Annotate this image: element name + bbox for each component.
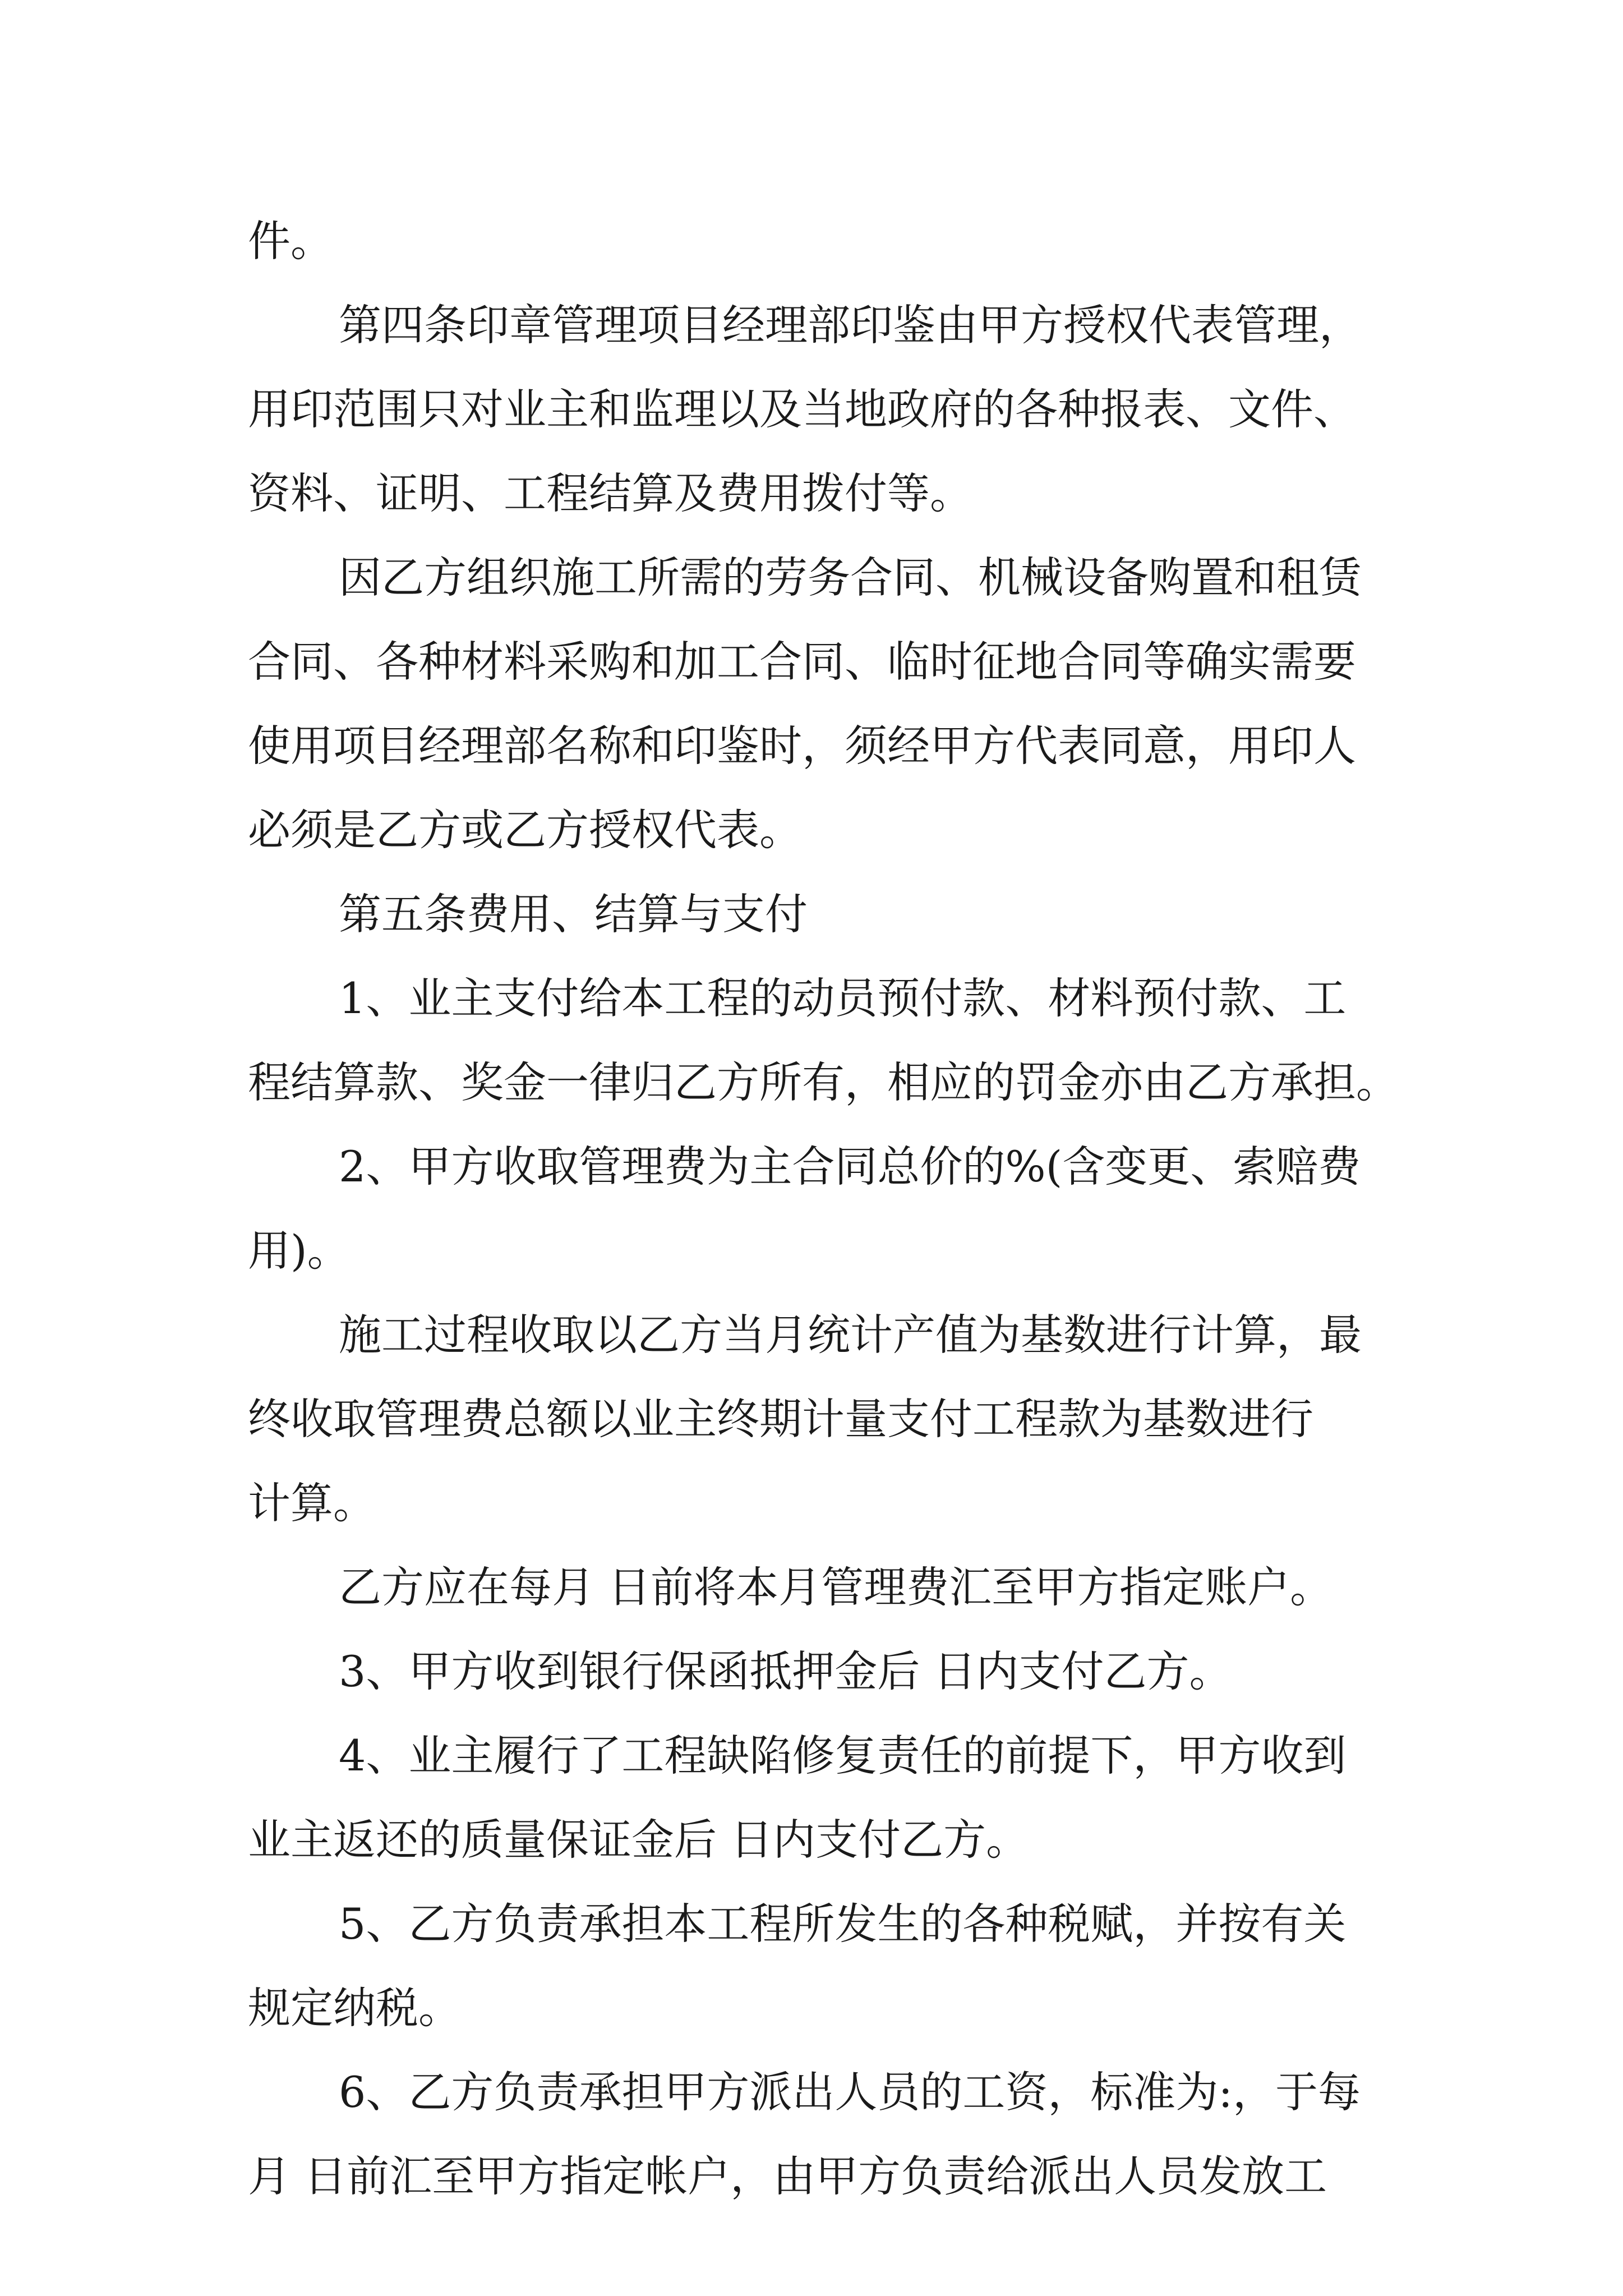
text-line: 件。 xyxy=(248,216,333,266)
text-line: 3、甲方收到银行保函抵押金后 日内支付乙方。 xyxy=(339,1646,1232,1696)
text-line: 用印范围只对业主和监理以及当地政府的各种报表、文件、 xyxy=(248,384,1356,434)
text-line: 用)。 xyxy=(248,1226,350,1276)
text-line: 第四条印章管理项目经理部印鉴由甲方授权代表管理， xyxy=(339,300,1362,350)
text-line: 月 日前汇至甲方指定帐户，由甲方负责给派出人员发放工 xyxy=(248,2151,1327,2201)
text-line: 程结算款、奖金一律归乙方所有，相应的罚金亦由乙方承担。 xyxy=(248,1057,1399,1107)
text-line: 4、业主履行了工程缺陷修复责任的前提下，甲方收到 xyxy=(339,1731,1347,1780)
text-line: 5、乙方负责承担本工程所发生的各种税赋，并按有关 xyxy=(339,1899,1347,1949)
text-line: 因乙方组织施工所需的劳务合同、机械设备购置和租赁 xyxy=(339,553,1362,602)
text-line: 使用项目经理部名称和印鉴时，须经甲方代表同意，用印人 xyxy=(248,721,1356,771)
text-line: 规定纳税。 xyxy=(248,1983,461,2033)
text-line: 1、业主支付给本工程的动员预付款、材料预付款、工 xyxy=(339,973,1347,1023)
text-line: 必须是乙方或乙方授权代表。 xyxy=(248,805,802,855)
text-line: 6、乙方负责承担甲方派出人员的工资，标准为:，于每 xyxy=(339,2067,1361,2117)
text-line: 业主返还的质量保证金后 日内支付乙方。 xyxy=(248,1815,1029,1865)
text-line: 终收取管理费总额以业主终期计量支付工程款为基数进行 xyxy=(248,1394,1313,1444)
text-line: 合同、各种材料采购和加工合同、临时征地合同等确实需要 xyxy=(248,637,1356,687)
text-line: 第五条费用、结算与支付 xyxy=(339,889,808,939)
text-line: 施工过程收取以乙方当月统计产值为基数进行计算，最 xyxy=(339,1310,1362,1360)
text-line: 计算。 xyxy=(248,1478,376,1528)
text-line: 资料、证明、工程结算及费用拨付等。 xyxy=(248,468,972,518)
text-line: 2、甲方收取管理费为主合同总价的%(含变更、索赔费 xyxy=(339,1142,1361,1191)
text-line: 乙方应在每月 日前将本月管理费汇至甲方指定账户。 xyxy=(339,1562,1333,1612)
